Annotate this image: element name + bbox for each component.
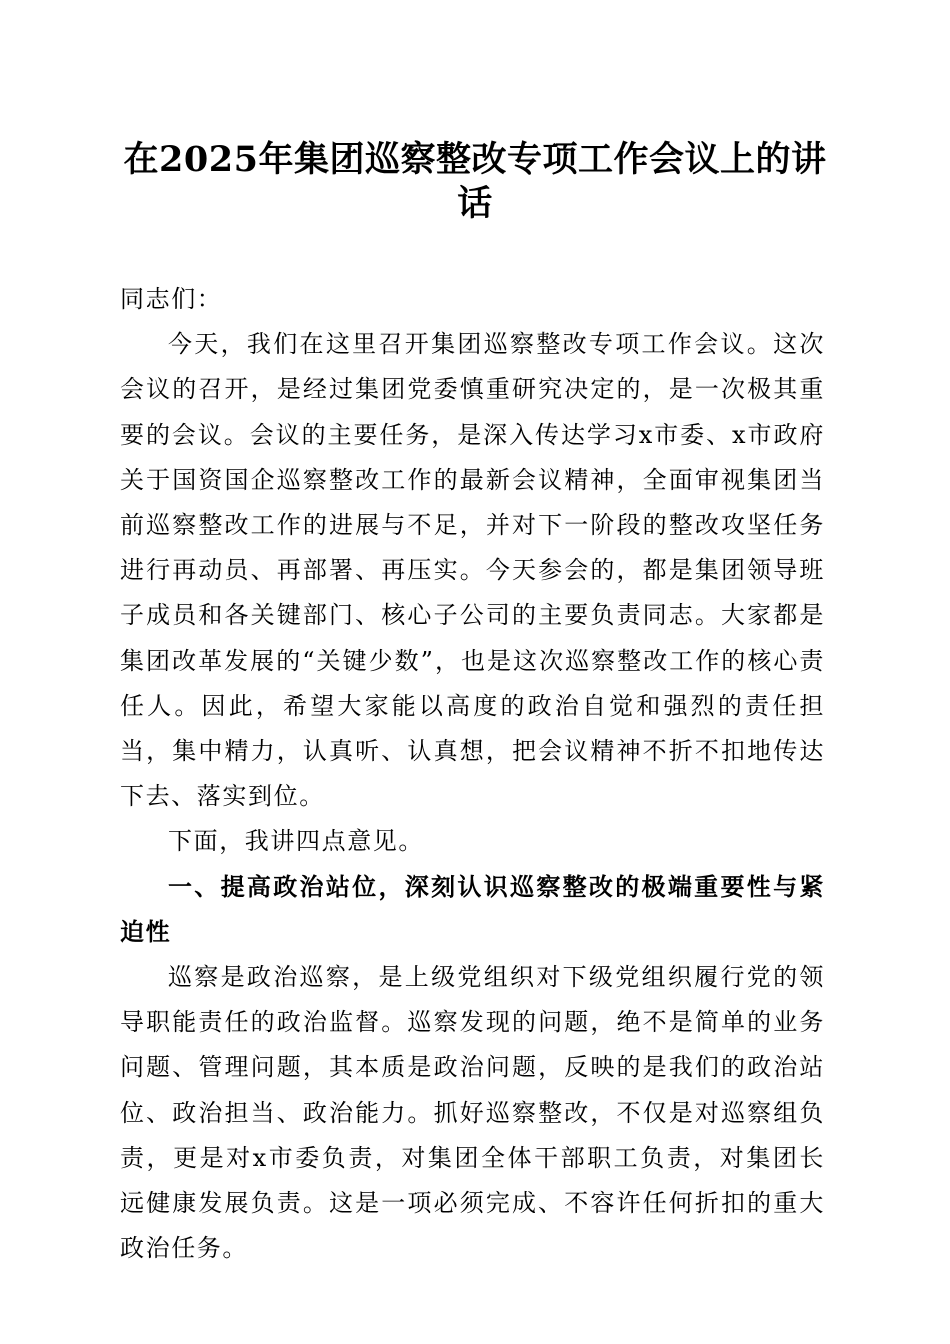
section-heading-1: 一、提高政治站位，深刻认识巡察整改的极端重要性与紧迫性: [120, 872, 825, 946]
salutation: 同志们：: [120, 285, 223, 313]
section-1-paragraph: 巡察是政治巡察，是上级党组织对下级党组织履行党的领导职能责任的政治监督。巡察发现的问题，绝不是简单的业务问题、管理问题，其本质是政治问题，反映的是我们的政治站位、政治担当、政治能力。抓好巡察整改，不仅是对巡察组负责，更是对x市委负责，对集团全体干部职工负责，对集团长远健康发展负责。这是一项必须完成、不容许任何折扣的重大政治任务。: [120, 963, 825, 1263]
transition-paragraph: 下面，我讲四点意见。: [168, 827, 424, 856]
opening-paragraph: 今天，我们在这里召开集团巡察整改专项工作会议。这次会议的召开，是经过集团党委慎重研究决定的，是一次极其重要的会议。会议的主要任务，是深入传达学习x市委、x市政府关于国资国企巡察整改工作的最新会议精神，全面审视集团当前巡察整改工作的进展与不足，并对下一阶段的整改攻坚任务进行再动员、再部署、再压实。今天参会的，都是集团领导班子成员和各关键部门、核心子公司的主要负责同志。大家都是集团改革发展的“关键少数”，也是这次巡察整改工作的核心责任人。因此，希望大家能以高度的政治自觉和强烈的责任担当，集中精力，认真听、认真想，把会议精神不折不扣地传达下去、落实到位。: [120, 330, 825, 811]
document-title: 在2025年集团巡察整改专项工作会议上的讲话: [123, 139, 827, 224]
document-body: [120, 277, 825, 1271]
